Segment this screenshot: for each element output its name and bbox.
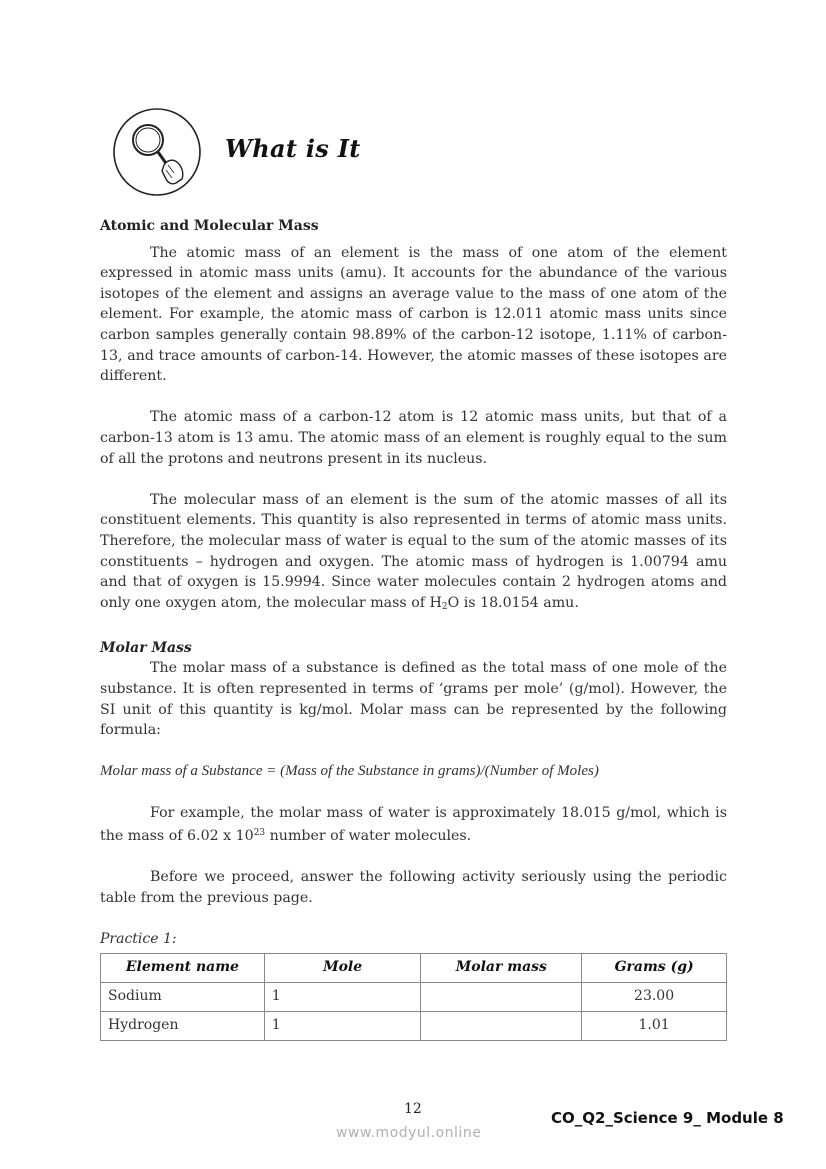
cell-grams: 1.01 [582,1011,727,1040]
cell-molar-mass[interactable] [421,1011,582,1040]
table-row [101,1011,727,1040]
cell-element-name: Hydrogen [101,1011,265,1040]
cell-element-name: Sodium [101,982,265,1011]
main-content [100,216,727,1041]
text: O is 18.0154 amu. [447,594,579,611]
page-number: 12 [404,1101,422,1117]
cell-mole: 1 [264,982,421,1011]
section-title: What is It [225,134,361,163]
column-header: Element name [101,953,265,982]
cell-grams: 23.00 [582,982,727,1011]
text: The molecular mass of an element is the sum of the atomic masses of all its constituent elements. This quantity is also represented in terms of atomic mass units. Therefore, the molecular mass of water is equal to the sum of the atomic masses of its constituents – hydrogen and oxygen. The atomic mass of hydrogen is 1.00794 amu and that of oxygen is 15.9994. Since water molecules contain 2 hydrogen atoms and only one oxygen atom, the molecular mass of H [100,491,727,611]
watermark: www.modyul.online [336,1125,482,1141]
heading-molar-mass: Molar Mass [100,639,192,656]
paragraph-atomic-mass-definition: The atomic mass of an element is the mass of one atom of the element expressed in atomic mass units (amu). It accounts for the abundance of the various isotopes of the element and assigns an average value to the mass of one atom of the element. For example, the atomic mass of carbon is 12.011 atomic mass units since carbon samples generally contain 98.89% of the carbon-12 isotope, 1.11% of carbon-13, and trace amounts of carbon-14. However, the atomic masses of these isotopes are different. [100,244,727,385]
heading-atomic-molecular-mass: Atomic and Molecular Mass [100,218,319,234]
text: number of water molecules. [265,828,472,845]
superscript: 23 [253,828,266,839]
subscript: 2 [441,601,448,612]
practice-label: Practice 1: [100,931,177,948]
column-header: Mole [264,953,421,982]
molar-mass-formula: Molar mass of a Substance = (Mass of the Substance in grams)/(Number of Moles) [100,763,599,780]
paragraph-activity-instruction: Before we proceed, answer the following activity seriously using the periodic table from the previous page. [100,869,727,906]
table-row [101,982,727,1011]
text: For example, the molar mass of water is approximately 18.015 g/mol, which is the mass of 6.02 x 10 [100,804,727,845]
paragraph-carbon-isotopes: The atomic mass of a carbon-12 atom is 12 atomic mass units, but that of a carbon-13 atom is 13 amu. The atomic mass of an element is roughly equal to the sum of all the protons and neutrons present in its nucleus. [100,409,727,467]
cell-molar-mass[interactable] [421,982,582,1011]
practice-table [100,953,727,1041]
column-header: Grams (g) [582,953,727,982]
module-code: CO_Q2_Science 9_ Module 8 [551,1109,784,1127]
paragraph-water-example [100,803,727,847]
paragraph-molar-mass-definition: The molar mass of a substance is defined as the total mass of one mole of the substance. It is often represented in terms of ‘grams per mole’ (g/mol). However, the SI unit of this quantity is kg/mol. Molar mass can be represented by the following formula: [100,660,727,739]
magnifying-glass-hand-icon [112,107,202,197]
table-header-row [101,953,727,982]
paragraph-molecular-mass [100,490,727,618]
column-header: Molar mass [421,953,582,982]
cell-mole: 1 [264,1011,421,1040]
